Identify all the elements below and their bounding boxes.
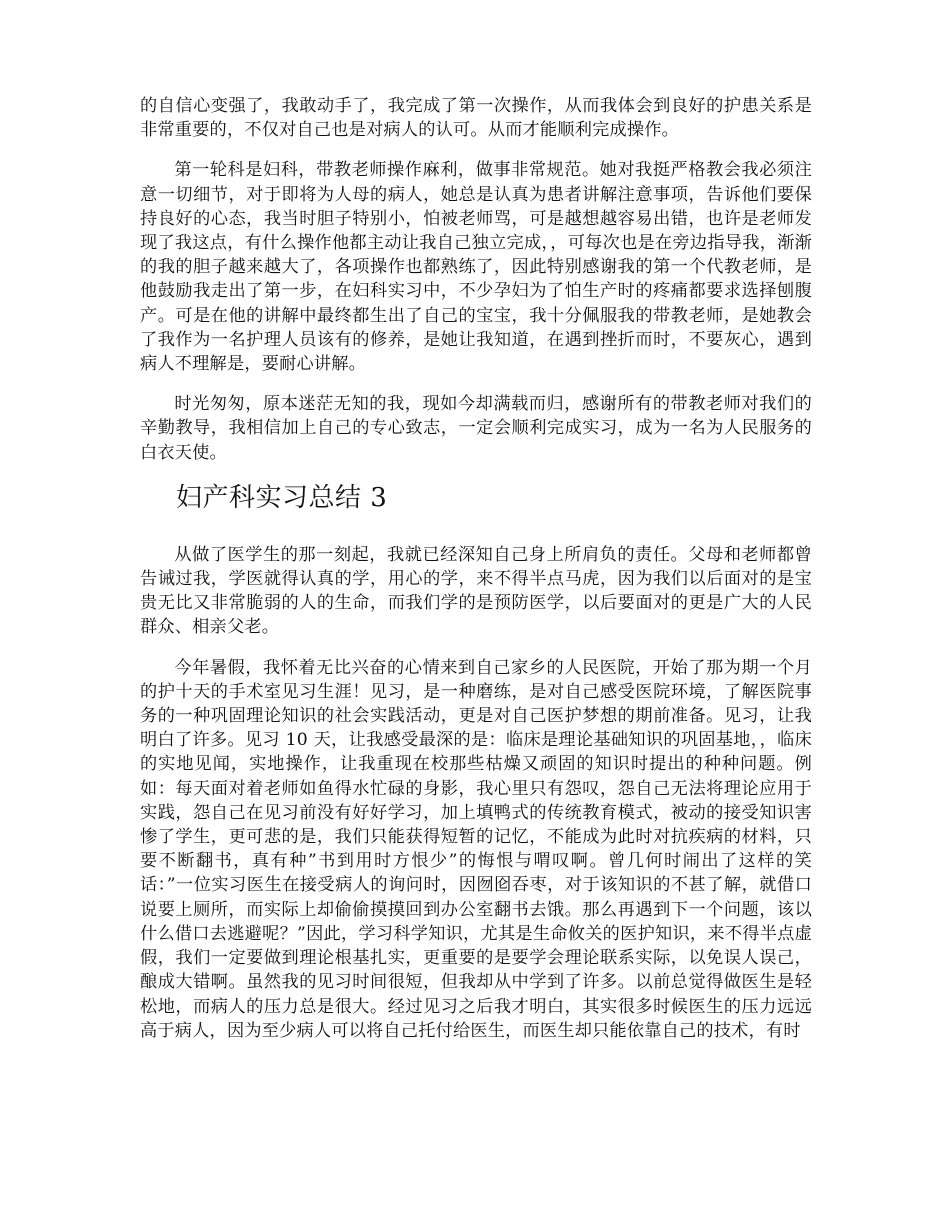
paragraph-medical-student: 从做了医学生的那一刻起，我就已经深知自己身上所肩负的责任。父母和老师都曾告诫过我，学医就得认真的学，用心的学，来不得半点马虎，因为我们以后面对的是宝贵无比又非常脆弱的人的生命，而我们学的是预防医学，以后要面对的更是广大的人民群众、相亲父老。 bbox=[140, 544, 812, 638]
heading-spacer bbox=[140, 515, 812, 543]
paragraph-summer-internship: 今年暑假，我怀着无比兴奋的心情来到自己家乡的人民医院，开始了那为期一个月的护十天的手术室见习生涯！见习，是一种磨练，是对自己感受医院环境，了解医院事务的一种巩固理论知识的社会实践活动，更是对自己医护梦想的期前准备。见习，让我明白了许多。见习 10 天，让我感受最深的是：临床是理论基础知识的巩固基地，，临床的实地见闻，实地操作，让我重现在校那些枯燥又顽固的知识时提出的种种问题。例如：每天面对着老师如鱼得水忙碌的身影，我心里只有怨叹，怨自己无法将理论应用于实践，怨自己在见习前没有好好学习，加上填鸭式的传统教育模式，被动的接受知识害惨了学生，更可悲的是，我们只能获得短暂的记忆，不能成为此时对抗疾病的材料，只要不断翻书，真有种”书到用时方恨少”的悔恨与喟叹啊。曾几何时闹出了这样的笑话：”一位实习医生在接受病人的询问时，因囫囵吞枣，对于该知识的不甚了解，就借口说要上厕所，而实际上却偷偷摸摸回到办公室翻书去饿。那么再遇到下一个问题，该以什么借口去逃避呢？”因此，学习科学知识，尤其是生命攸关的医护知识，来不得半点虚假，我们一定要做到理论根基扎实，更重要的是要学会理论联系实际，以免误人误己，酿成大错啊。虽然我的见习时间很短，但我却从中学到了许多。以前总觉得做医生是轻松地，而病人的压力总是很大。经过见习之后我才明白，其实很多时候医生的压力远远高于病人，因为至少病人可以将自己托付给医生，而医生却只能依靠自己的技术，有时 bbox=[140, 657, 812, 1041]
section-heading: 妇产科实习总结 3 bbox=[176, 482, 388, 513]
paragraph-continued-from-previous-page: 的自信心变强了，我敢动手了，我完成了第一次操作，从而我体会到良好的护患关系是非常重要的，不仅对自己也是对病人的认可。从而才能顺利完成操作。 bbox=[140, 96, 812, 141]
paragraph-spacer bbox=[140, 376, 812, 392]
document-body bbox=[140, 94, 812, 1043]
heading-spacer bbox=[140, 465, 812, 481]
paragraph-spacer bbox=[140, 640, 812, 656]
paragraph-spacer bbox=[140, 142, 812, 158]
paragraph-time-passes: 时光匆匆，原本迷茫无知的我，现如今却满载而归，感谢所有的带教老师对我们的辛勤教导，我相信加上自己的专心致志，一定会顺利完成实习，成为一名为人民服务的白衣天使。 bbox=[140, 394, 812, 463]
paragraph-gynecology-rotation: 第一轮科是妇科，带教老师操作麻利，做事非常规范。她对我挺严格教会我必须注意一切细节，对于即将为人母的病人，她总是认真为患者讲解注意事项，告诉他们要保持良好的心态，我当时胆子特别小，怕被老师骂，可是越想越容易出错，也许是老师发现了我这点，有什么操作他都主动让我自己独立完成，，可每次也是在旁边指导我，渐渐的我的胆子越来越大了，各项操作也都熟练了，因此特别感谢我的第一个代教老师，是他鼓励我走出了第一步，在妇科实习中，不少孕妇为了怕生产时的疼痛都要求选择刨腹产。可是在他的讲解中最终都生出了自己的宝宝，我十分佩服我的带教老师，是她教会了我作为一名护理人员该有的修养，是她让我知道，在遇到挫折而时，不要灰心，遇到病人不理解是，要耐心讲解。 bbox=[140, 160, 812, 375]
